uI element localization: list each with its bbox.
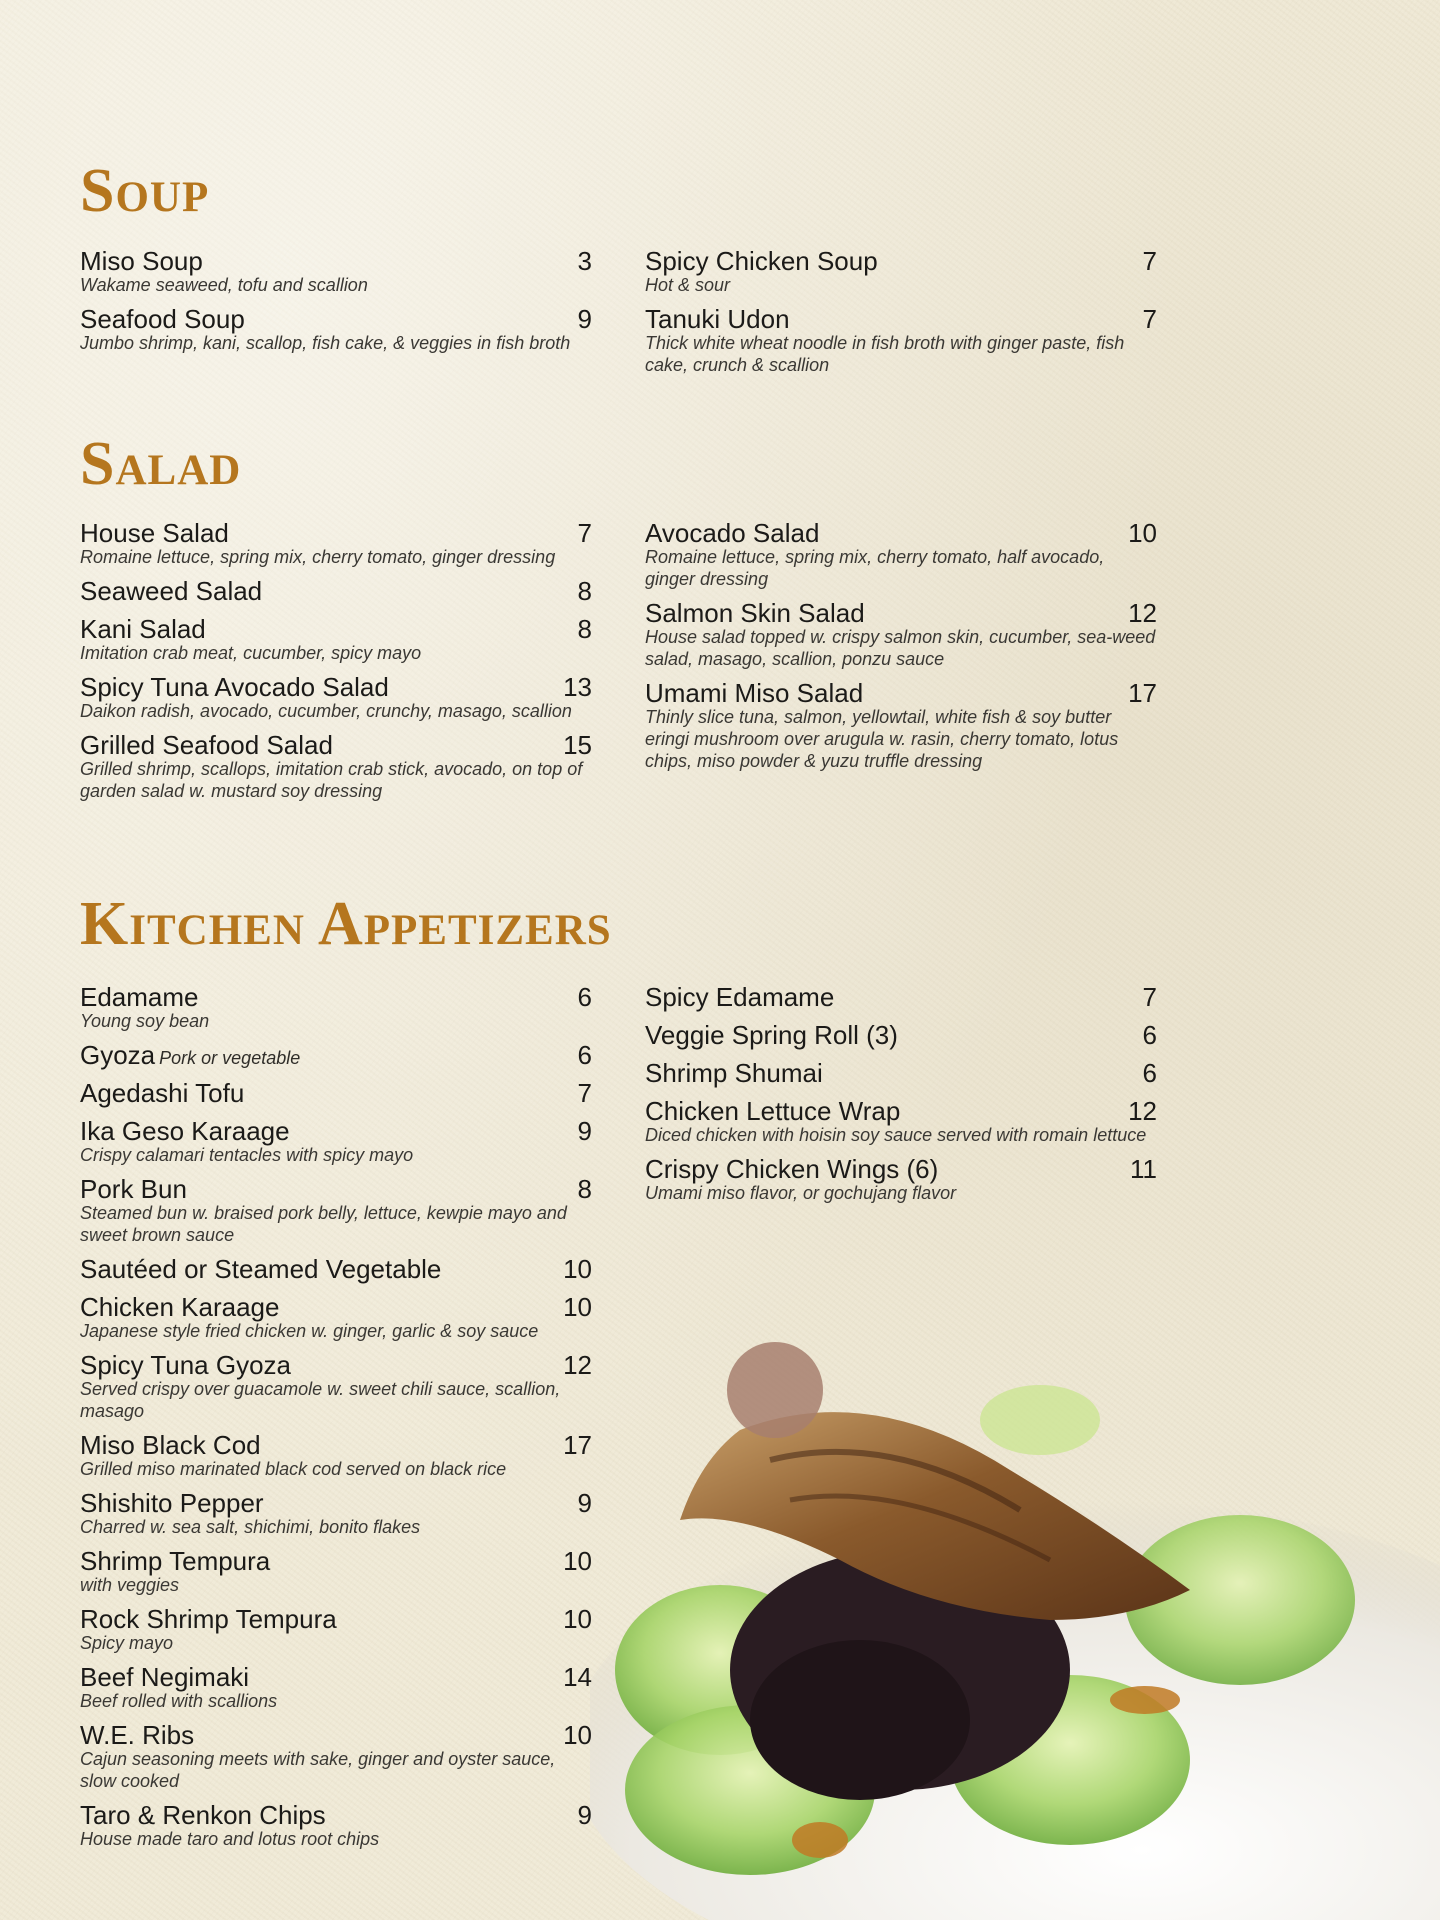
item-price: 7 — [1142, 304, 1157, 334]
appetizers-left-column — [80, 982, 592, 1858]
menu-item — [80, 1800, 592, 1850]
item-price: 13 — [563, 672, 592, 702]
item-name: Beef Negimaki — [80, 1662, 250, 1692]
item-description: Wakame seaweed, tofu and scallion — [80, 275, 368, 295]
soup-right-column — [645, 246, 1157, 384]
item-price: 17 — [1128, 678, 1157, 708]
item-price: 7 — [577, 1078, 592, 1108]
menu-item — [80, 982, 592, 1032]
item-price: 8 — [577, 1174, 592, 1204]
menu-item — [80, 1116, 592, 1166]
item-description: Thinly slice tuna, salmon, yellowtail, white fish & soy butter eringi mushroom over arugula w. rasin, cherry tomato, lotus chips, miso powder & yuzu truffle dressing — [645, 707, 1119, 771]
item-price: 12 — [1128, 1096, 1157, 1126]
item-description: Served crispy over guacamole w. sweet chili sauce, scallion, masago — [80, 1379, 561, 1421]
item-price: 9 — [577, 1800, 592, 1830]
item-price: 12 — [1128, 598, 1157, 628]
item-price: 7 — [577, 518, 592, 548]
item-name: W.E. Ribs — [80, 1720, 195, 1750]
item-price: 6 — [577, 982, 592, 1012]
item-name: Crispy Chicken Wings (6) — [645, 1154, 939, 1184]
item-price: 17 — [563, 1430, 592, 1460]
menu-item — [645, 1020, 1157, 1050]
menu-item — [80, 730, 592, 802]
item-name: Spicy Chicken Soup — [645, 246, 878, 276]
menu-item — [645, 1058, 1157, 1088]
menu-item — [80, 614, 592, 664]
item-price: 7 — [1142, 246, 1157, 276]
item-name: Seafood Soup — [80, 304, 245, 334]
section-title-soup: Soup — [80, 157, 210, 225]
item-price: 10 — [563, 1254, 592, 1284]
menu-item — [80, 1350, 592, 1422]
item-price: 10 — [1128, 518, 1157, 548]
item-description: Jumbo shrimp, kani, scallop, fish cake, & veggies in fish broth — [80, 333, 571, 353]
menu-item — [80, 1254, 592, 1284]
item-description: Spicy mayo — [80, 1633, 174, 1653]
item-name: Ika Geso Karaage — [80, 1116, 290, 1146]
item-description: Grilled shrimp, scallops, imitation crab stick, avocado, on top of garden salad w. mustard soy dressing — [80, 759, 583, 801]
item-description: House salad topped w. crispy salmon skin, cucumber, sea-weed salad, masago, scallion, ponzu sauce — [645, 627, 1156, 669]
item-name: Grilled Seafood Salad — [80, 730, 333, 760]
menu-item — [645, 1096, 1157, 1146]
item-price: 8 — [577, 576, 592, 606]
item-name: Pork Bun — [80, 1174, 187, 1204]
menu-item — [80, 1720, 592, 1792]
menu-item — [80, 1430, 592, 1480]
item-description: Young soy bean — [80, 1011, 210, 1031]
item-description: Steamed bun w. braised pork belly, lettuce, kewpie mayo and sweet brown sauce — [80, 1203, 567, 1245]
item-price: 9 — [577, 1116, 592, 1146]
item-name: Miso Soup — [80, 246, 203, 276]
item-description: Umami miso flavor, or gochujang flavor — [645, 1183, 957, 1203]
menu-item — [80, 1292, 592, 1342]
section-title-salad: Salad — [80, 430, 242, 498]
item-description: Thick white wheat noodle in fish broth with ginger paste, fish cake, crunch & scallion — [645, 333, 1125, 375]
menu-item — [80, 518, 592, 568]
item-name: Salmon Skin Salad — [645, 598, 865, 628]
menu-item — [645, 982, 1157, 1012]
menu-item — [645, 518, 1157, 590]
item-price: 10 — [563, 1292, 592, 1322]
item-description: Romaine lettuce, spring mix, cherry tomato, half avocado, ginger dressing — [645, 547, 1105, 589]
item-name: Edamame — [80, 982, 199, 1012]
menu-item — [80, 1078, 592, 1108]
menu-item — [80, 1040, 592, 1070]
item-name: Rock Shrimp Tempura — [80, 1604, 337, 1634]
item-name: Spicy Tuna Gyoza — [80, 1350, 291, 1380]
section-title-kitchen-appetizers: Kitchen Appetizers — [80, 890, 612, 958]
menu-item — [80, 672, 592, 722]
menu-item — [645, 246, 1157, 296]
item-price: 9 — [577, 1488, 592, 1518]
item-name: Shrimp Shumai — [645, 1058, 823, 1088]
item-name: Gyoza — [80, 1040, 156, 1070]
menu-item — [80, 1662, 592, 1712]
item-price: 12 — [563, 1350, 592, 1380]
item-price: 6 — [1142, 1020, 1157, 1050]
item-description: Imitation crab meat, cucumber, spicy mayo — [80, 643, 422, 663]
item-price: 15 — [563, 730, 592, 760]
menu-item — [80, 1174, 592, 1246]
item-name: Umami Miso Salad — [645, 678, 864, 708]
menu-item — [645, 1154, 1157, 1204]
item-name: Chicken Karaage — [80, 1292, 280, 1322]
item-description: Japanese style fried chicken w. ginger, garlic & soy sauce — [80, 1321, 539, 1341]
menu-item — [80, 1546, 592, 1596]
item-description: House made taro and lotus root chips — [80, 1829, 380, 1849]
menu-item — [645, 598, 1157, 670]
item-price: 6 — [1142, 1058, 1157, 1088]
item-note: Pork or vegetable — [159, 1048, 301, 1068]
item-description: Charred w. sea salt, shichimi, bonito flakes — [80, 1517, 421, 1537]
appetizers-right-column — [645, 982, 1157, 1212]
item-description: Grilled miso marinated black cod served on black rice — [80, 1459, 507, 1479]
item-name: Miso Black Cod — [80, 1430, 261, 1460]
item-description: Diced chicken with hoisin soy sauce served with romain lettuce — [645, 1125, 1147, 1145]
item-price: 7 — [1142, 982, 1157, 1012]
item-name: Veggie Spring Roll (3) — [645, 1020, 898, 1050]
item-price: 14 — [563, 1662, 592, 1692]
item-price: 11 — [1130, 1154, 1157, 1184]
menu-item — [645, 678, 1157, 772]
salad-right-column — [645, 518, 1157, 780]
item-price: 10 — [563, 1604, 592, 1634]
menu-item — [80, 1488, 592, 1538]
item-name: House Salad — [80, 518, 229, 548]
menu-item — [80, 246, 592, 296]
menu-item — [80, 304, 592, 354]
item-price: 3 — [577, 246, 592, 276]
item-name: Tanuki Udon — [645, 304, 790, 334]
menu-item — [645, 304, 1157, 376]
item-description: Cajun seasoning meets with sake, ginger and oyster sauce, slow cooked — [80, 1749, 556, 1791]
salad-left-column — [80, 518, 592, 810]
item-name: Spicy Edamame — [645, 982, 835, 1012]
item-description: Romaine lettuce, spring mix, cherry tomato, ginger dressing — [80, 547, 556, 567]
item-price: 8 — [577, 614, 592, 644]
item-name: Shrimp Tempura — [80, 1546, 271, 1576]
item-name: Chicken Lettuce Wrap — [645, 1096, 901, 1126]
item-price: 6 — [577, 1040, 592, 1070]
item-name: Agedashi Tofu — [80, 1078, 245, 1108]
item-description: Hot & sour — [645, 275, 731, 295]
soup-left-column — [80, 246, 592, 362]
item-description: Beef rolled with scallions — [80, 1691, 278, 1711]
dish-photo — [590, 1290, 1440, 1920]
item-name: Shishito Pepper — [80, 1488, 264, 1518]
item-name: Avocado Salad — [645, 518, 820, 548]
item-description: Crispy calamari tentacles with spicy mayo — [80, 1145, 414, 1165]
item-description: with veggies — [80, 1575, 180, 1595]
item-name: Sautéed or Steamed Vegetable — [80, 1254, 442, 1284]
item-price: 10 — [563, 1720, 592, 1750]
item-name: Seaweed Salad — [80, 576, 263, 606]
item-price: 10 — [563, 1546, 592, 1576]
item-price: 9 — [577, 304, 592, 334]
item-name: Taro & Renkon Chips — [80, 1800, 326, 1830]
item-name: Spicy Tuna Avocado Salad — [80, 672, 389, 702]
item-description: Daikon radish, avocado, cucumber, crunchy, masago, scallion — [80, 701, 572, 721]
menu-item — [80, 576, 592, 606]
menu-item — [80, 1604, 592, 1654]
item-name: Kani Salad — [80, 614, 206, 644]
